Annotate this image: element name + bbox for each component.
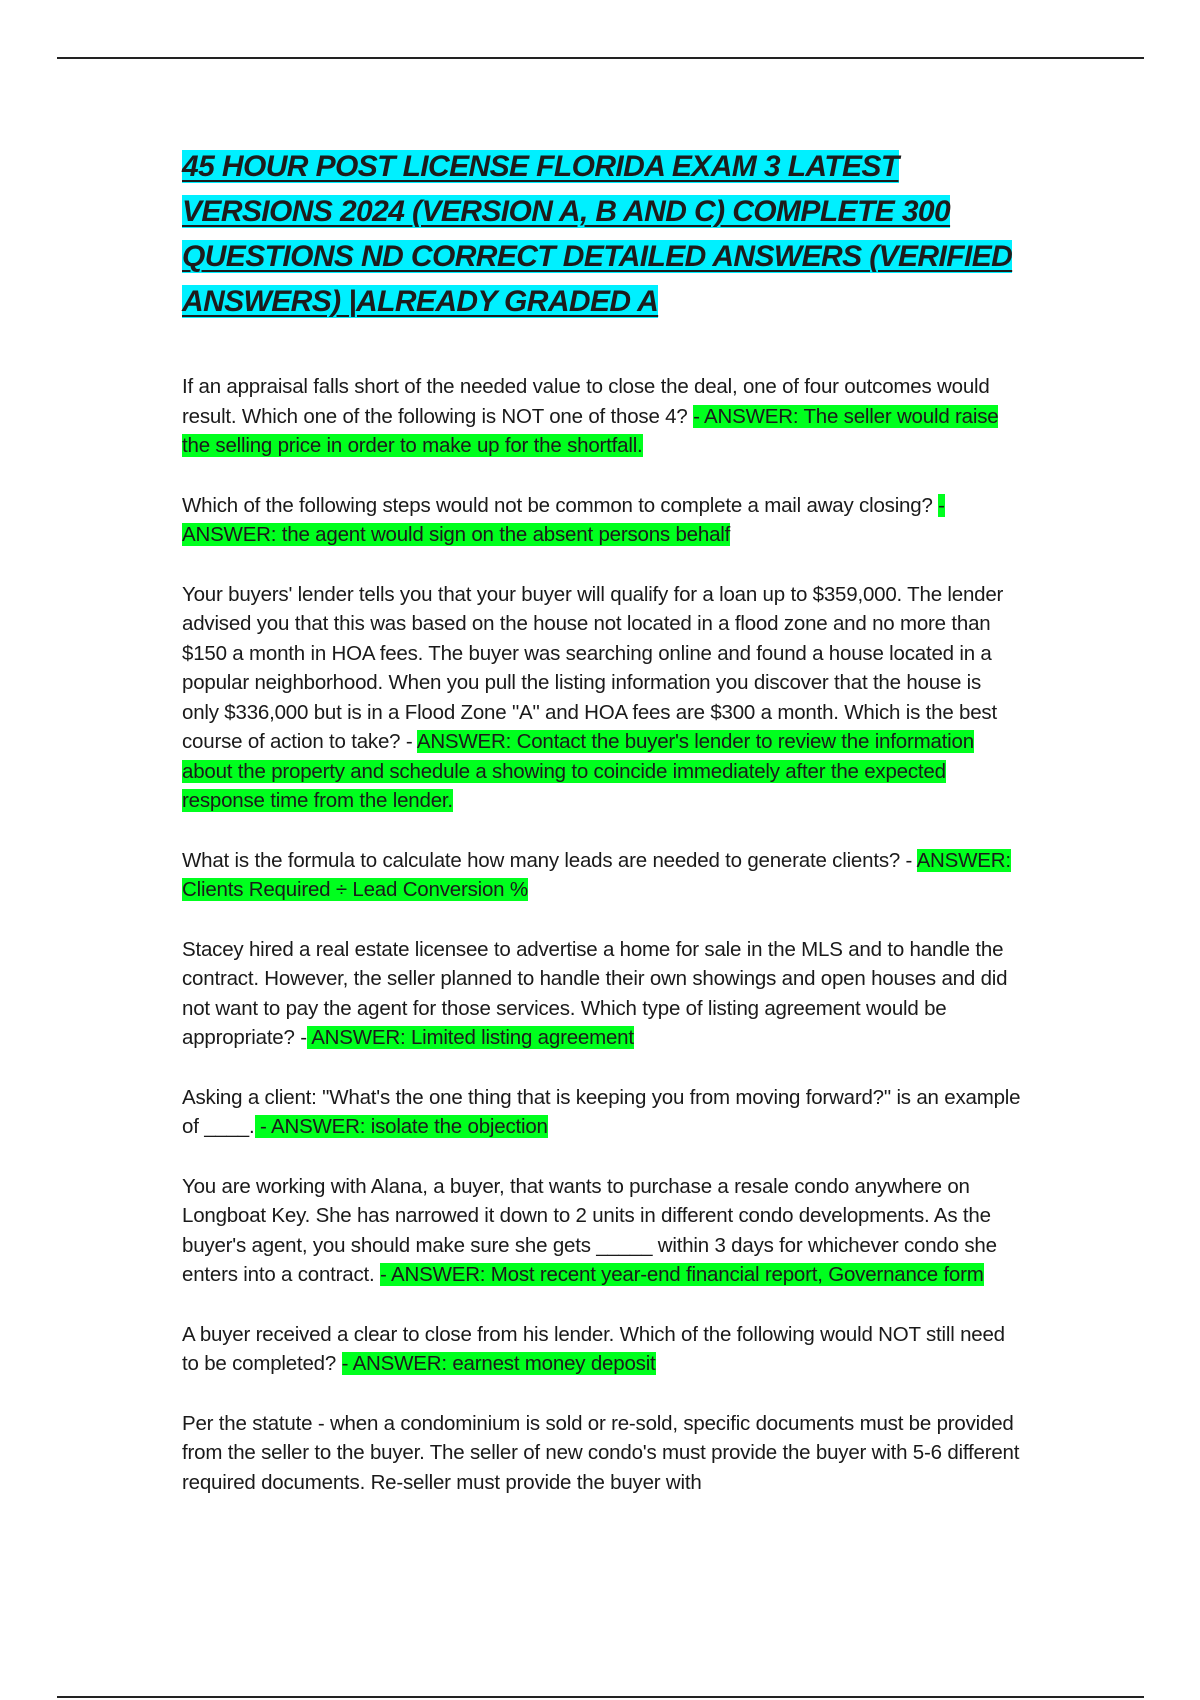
question-text: What is the formula to calculate how many leads are needed to generate clients? - — [182, 848, 917, 872]
qa-item-9 — [182, 1409, 1022, 1498]
qa-item-7 — [182, 1172, 1022, 1290]
question-text: A buyer received a clear to close from his lender. Which of the following would NOT still need to be completed? — [182, 1322, 1005, 1375]
answer-text: ANSWER: Limited listing agreement — [306, 1026, 634, 1049]
qa-item-8 — [182, 1320, 1022, 1379]
answer-text: - ANSWER: the agent would sign on the absent persons behalf — [182, 493, 945, 546]
question-text: You are working with Alana, a buyer, that wants to purchase a resale condo anywhere on Longboat Key. She has narrowed it down to 2 units in different condo developments. As the buyer's agent, you should make sure she gets _____ within 3 days for whichever condo she enters into a contract. — [182, 1174, 997, 1286]
question-text: Asking a client: "What's the one thing that is keeping you from moving forward?" is an example of ____. — [182, 1085, 1021, 1138]
question-text: Which of the following steps would not be common to complete a mail away closing? — [182, 493, 939, 517]
answer-text: - ANSWER: isolate the objection — [254, 1115, 548, 1138]
answer-text: - ANSWER: The seller would raise the selling price in order to make up for the shortfall. — [182, 404, 999, 457]
question-text: Per the statute - when a condominium is sold or re-sold, specific documents must be provided from the seller to the buyer. The seller of new condo's must provide the buyer with 5-6 different required documents. Re-seller must provide the buyer with — [182, 1411, 1020, 1494]
bottom-rule — [57, 1696, 1144, 1698]
document-title — [182, 144, 1022, 324]
qa-item-6 — [182, 1083, 1022, 1142]
title-highlight: 45 HOUR POST LICENSE FLORIDA EXAM 3 LATEST VERSIONS 2024 (VERSION A, B AND C) COMPLETE 300 QUESTIONS ND CORRECT DETAILED ANSWERS (VERIFIED ANSWERS) |ALREADY GRADED A — [182, 150, 1013, 318]
question-text: If an appraisal falls short of the needed value to close the deal, one of four outcomes would result. Which one of the following is NOT one of those 4? — [182, 375, 990, 428]
answer-text: ANSWER: Contact the buyer's lender to review the information about the property and schedule a showing to coincide immediately after the expected response time from the lender. — [182, 730, 974, 812]
answer-text: ANSWER: Clients Required ÷ Lead Conversion % — [182, 848, 1011, 901]
answer-text: - ANSWER: earnest money deposit — [341, 1352, 656, 1375]
document-body — [182, 144, 1022, 1527]
qa-item-3 — [182, 580, 1022, 816]
question-text: Your buyers' lender tells you that your buyer will qualify for a loan up to $359,000. The lender advised you that this was based on the house not located in a flood zone and no more than $150 a month in HOA fees. The buyer was searching online and found a house located in a popular neighborhood. When you pull the listing information you discover that the house is only $336,000 but is in a Flood Zone "A" and HOA fees are $300 a month. Which is the best course of action to take? - — [182, 582, 1004, 753]
answer-text: - ANSWER: Most recent year-end financial report, Governance form — [380, 1263, 984, 1286]
qa-item-2 — [182, 491, 1022, 550]
top-rule — [57, 57, 1144, 59]
qa-item-4 — [182, 846, 1022, 905]
qa-item-5 — [182, 935, 1022, 1053]
question-text: Stacey hired a real estate licensee to advertise a home for sale in the MLS and to handle the contract. However, the seller planned to handle their own showings and open houses and did not want to pay the agent for those services. Which type of listing agreement would be appropriate? - — [182, 937, 1008, 1049]
qa-item-1 — [182, 372, 1022, 461]
